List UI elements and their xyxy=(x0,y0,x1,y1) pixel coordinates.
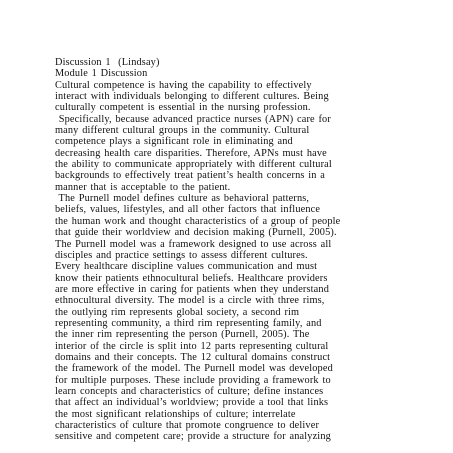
document-line: The Purnell model defines culture as behavioral patterns, xyxy=(55,193,310,205)
document-line: beliefs, values, lifestyles, and all other factors that influence xyxy=(55,204,321,216)
document-line: know their patients ethnocultural beliefs. Healthcare providers xyxy=(55,272,328,284)
document-line: the most significant relationships of culture; interrelate xyxy=(55,408,296,420)
document-line: characteristics of culture that promote congruence to deliver xyxy=(55,420,320,431)
document-line: the framework of the model. The Purnell model was developed xyxy=(55,363,333,375)
document-line: representing community, a third rim representing family, and xyxy=(55,317,322,329)
document-line: are more effective in caring for patients when they understand xyxy=(55,283,329,295)
document-line: Cultural competence is having the capability to effectively xyxy=(55,79,312,91)
document-line: competence plays a significant role in eliminating and xyxy=(55,136,293,148)
document-line: disciples and practice settings to assess different cultures. xyxy=(55,249,308,261)
document-line: the inner rim representing the person (Purnell, 2005). The xyxy=(55,329,310,341)
document-line: The Purnell model was a framework designed to use across all xyxy=(55,238,332,250)
document-line: backgrounds to effectively treat patient’s health concerns in a xyxy=(55,170,326,182)
document-line: domains and their concepts. The 12 cultural domains construct xyxy=(55,351,331,363)
document-line: that affect an individual’s worldview; provide a tool that links xyxy=(55,397,329,409)
document-line: the human work and thought characteristics of a group of people xyxy=(55,215,341,227)
document-line: learn concepts and characteristics of culture; define instances xyxy=(55,385,324,397)
document-line: ethnocultural diversity. The model is a circle with three rims, xyxy=(55,295,325,307)
document-line: interact with individuals belonging to different cultures. Being xyxy=(55,91,329,103)
document-line: culturally competent is essential in the nursing profession. xyxy=(55,102,311,114)
document-line: that guide their worldview and decision making (Purnell, 2005). xyxy=(55,227,337,239)
document-line: interior of the circle is split into 12 parts representing cultural xyxy=(55,340,329,352)
document-line: for multiple purposes. These include providing a framework to xyxy=(55,374,331,386)
document-line: Discussion 1 (Lindsay) xyxy=(55,57,160,68)
document-line: the ability to communicate appropriately with different cultural xyxy=(55,159,332,171)
document-line: Specifically, because advanced practice nurses (APN) care for xyxy=(55,113,331,125)
document-line: many different cultural groups in the community. Cultural xyxy=(55,125,310,137)
document-line: Module 1 Discussion xyxy=(55,68,148,80)
document-body xyxy=(55,57,450,443)
document-line: Every healthcare discipline values communication and must xyxy=(55,261,318,273)
document-line: decreasing health care disparities. Therefore, APNs must have xyxy=(55,147,327,159)
document-line: manner that is acceptable to the patient. xyxy=(55,181,231,193)
document-line: the outlying rim represents global society, a second rim xyxy=(55,306,300,318)
document-line: sensitive and competent care; provide a structure for analyzing xyxy=(55,431,331,443)
